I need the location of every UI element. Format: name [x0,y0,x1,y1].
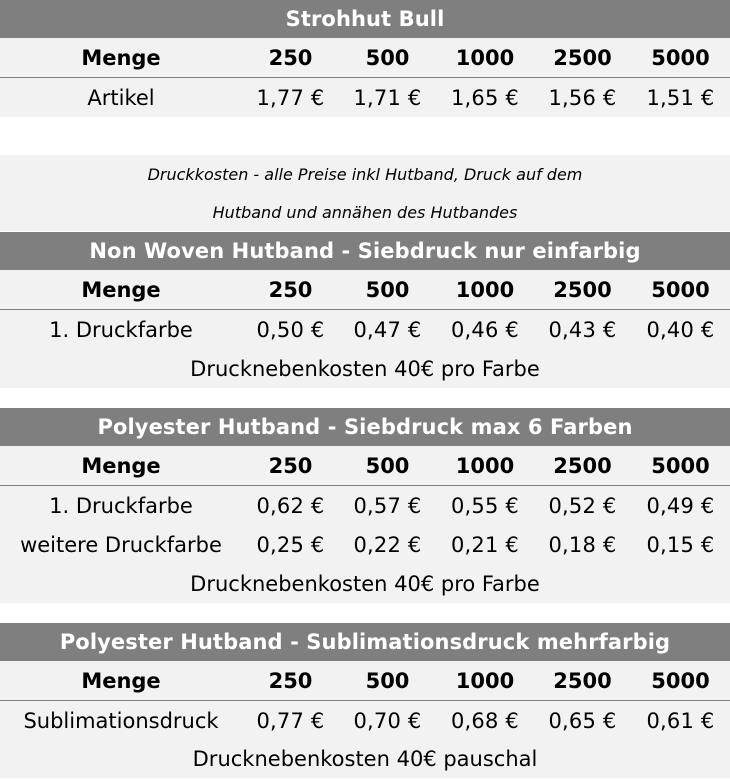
price-cell: 0,52 € [548,493,617,518]
price-cell: 0,55 € [451,493,519,518]
qty-2500: 2500 [534,661,631,700]
quantity-header-row [0,270,730,310]
price-cell: 1,71 € [353,85,422,110]
section-title: Strohhut Bull [0,0,730,38]
price-cell: 0,22 € [353,532,422,557]
price-cell: 0,68 € [451,708,519,733]
qty-500: 500 [339,661,436,700]
menge-label: Menge [0,270,242,309]
menge-label: Menge [0,661,242,700]
qty-5000: 5000 [631,38,730,77]
price-row [0,486,730,525]
qty-1000: 1000 [436,270,534,309]
menge-label: Menge [0,38,242,77]
qty-1000: 1000 [436,446,534,485]
qty-500: 500 [339,270,436,309]
row-label: weitere Druckfarbe [20,532,222,557]
row-label: Sublimationsdruck [23,708,219,733]
price-cell: 1,65 € [451,85,519,110]
extra-cost-note: Drucknebenkosten 40€ pauschal [0,740,730,778]
price-cell: 1,77 € [256,85,325,110]
intro-line-1: Druckkosten - alle Preise inkl Hutband, Druck auf dem [147,164,583,184]
price-cell: 0,15 € [646,532,715,557]
price-cell: 0,49 € [646,493,715,518]
row-label: 1. Druckfarbe [49,317,193,342]
price-row [0,525,730,564]
extra-cost-note: Drucknebenkosten 40€ pro Farbe [0,349,730,388]
price-cell: 0,40 € [646,317,715,342]
qty-2500: 2500 [534,38,631,77]
price-cell: 0,43 € [548,317,617,342]
qty-500: 500 [339,446,436,485]
price-cell: 0,62 € [256,493,325,518]
qty-1000: 1000 [436,38,534,77]
price-cell: 0,61 € [646,708,715,733]
price-cell: 0,46 € [451,317,519,342]
qty-5000: 5000 [631,270,730,309]
qty-2500: 2500 [534,446,631,485]
section-title: Non Woven Hutband - Siebdruck nur einfarbig [0,232,730,270]
price-cell: 0,50 € [256,317,325,342]
qty-2500: 2500 [534,270,631,309]
price-cell: 0,57 € [353,493,422,518]
price-cell: 0,21 € [451,532,519,557]
section-strohhut [0,0,730,117]
qty-5000: 5000 [631,661,730,700]
price-cell: 0,18 € [548,532,617,557]
qty-500: 500 [339,38,436,77]
extra-cost-note: Drucknebenkosten 40€ pro Farbe [0,564,730,603]
row-label: 1. Druckfarbe [49,493,193,518]
qty-250: 250 [242,661,339,700]
menge-label: Menge [0,446,242,485]
section-title: Polyester Hutband - Sublimationsdruck mehrfarbig [0,623,730,661]
price-row [0,701,730,740]
section-polyester-siebdruck [0,408,730,603]
price-cell: 0,77 € [256,708,325,733]
price-cell: 1,56 € [548,85,617,110]
price-row [0,78,730,117]
section-nonwoven [0,232,730,388]
price-cell: 0,65 € [548,708,617,733]
qty-250: 250 [242,38,339,77]
quantity-header-row [0,38,730,78]
price-cell: 0,70 € [353,708,422,733]
quantity-header-row [0,446,730,486]
price-row [0,310,730,349]
section-title: Polyester Hutband - Siebdruck max 6 Farben [0,408,730,446]
qty-250: 250 [242,270,339,309]
quantity-header-row [0,661,730,701]
intro-line-2: Hutband und annähen des Hutbandes [212,202,518,222]
section-polyester-sublimation [0,623,730,778]
row-label: Artikel [87,85,155,110]
price-cell: 0,25 € [256,532,325,557]
print-cost-intro [0,155,730,231]
price-cell: 1,51 € [646,85,715,110]
qty-250: 250 [242,446,339,485]
qty-5000: 5000 [631,446,730,485]
qty-1000: 1000 [436,661,534,700]
price-cell: 0,47 € [353,317,422,342]
